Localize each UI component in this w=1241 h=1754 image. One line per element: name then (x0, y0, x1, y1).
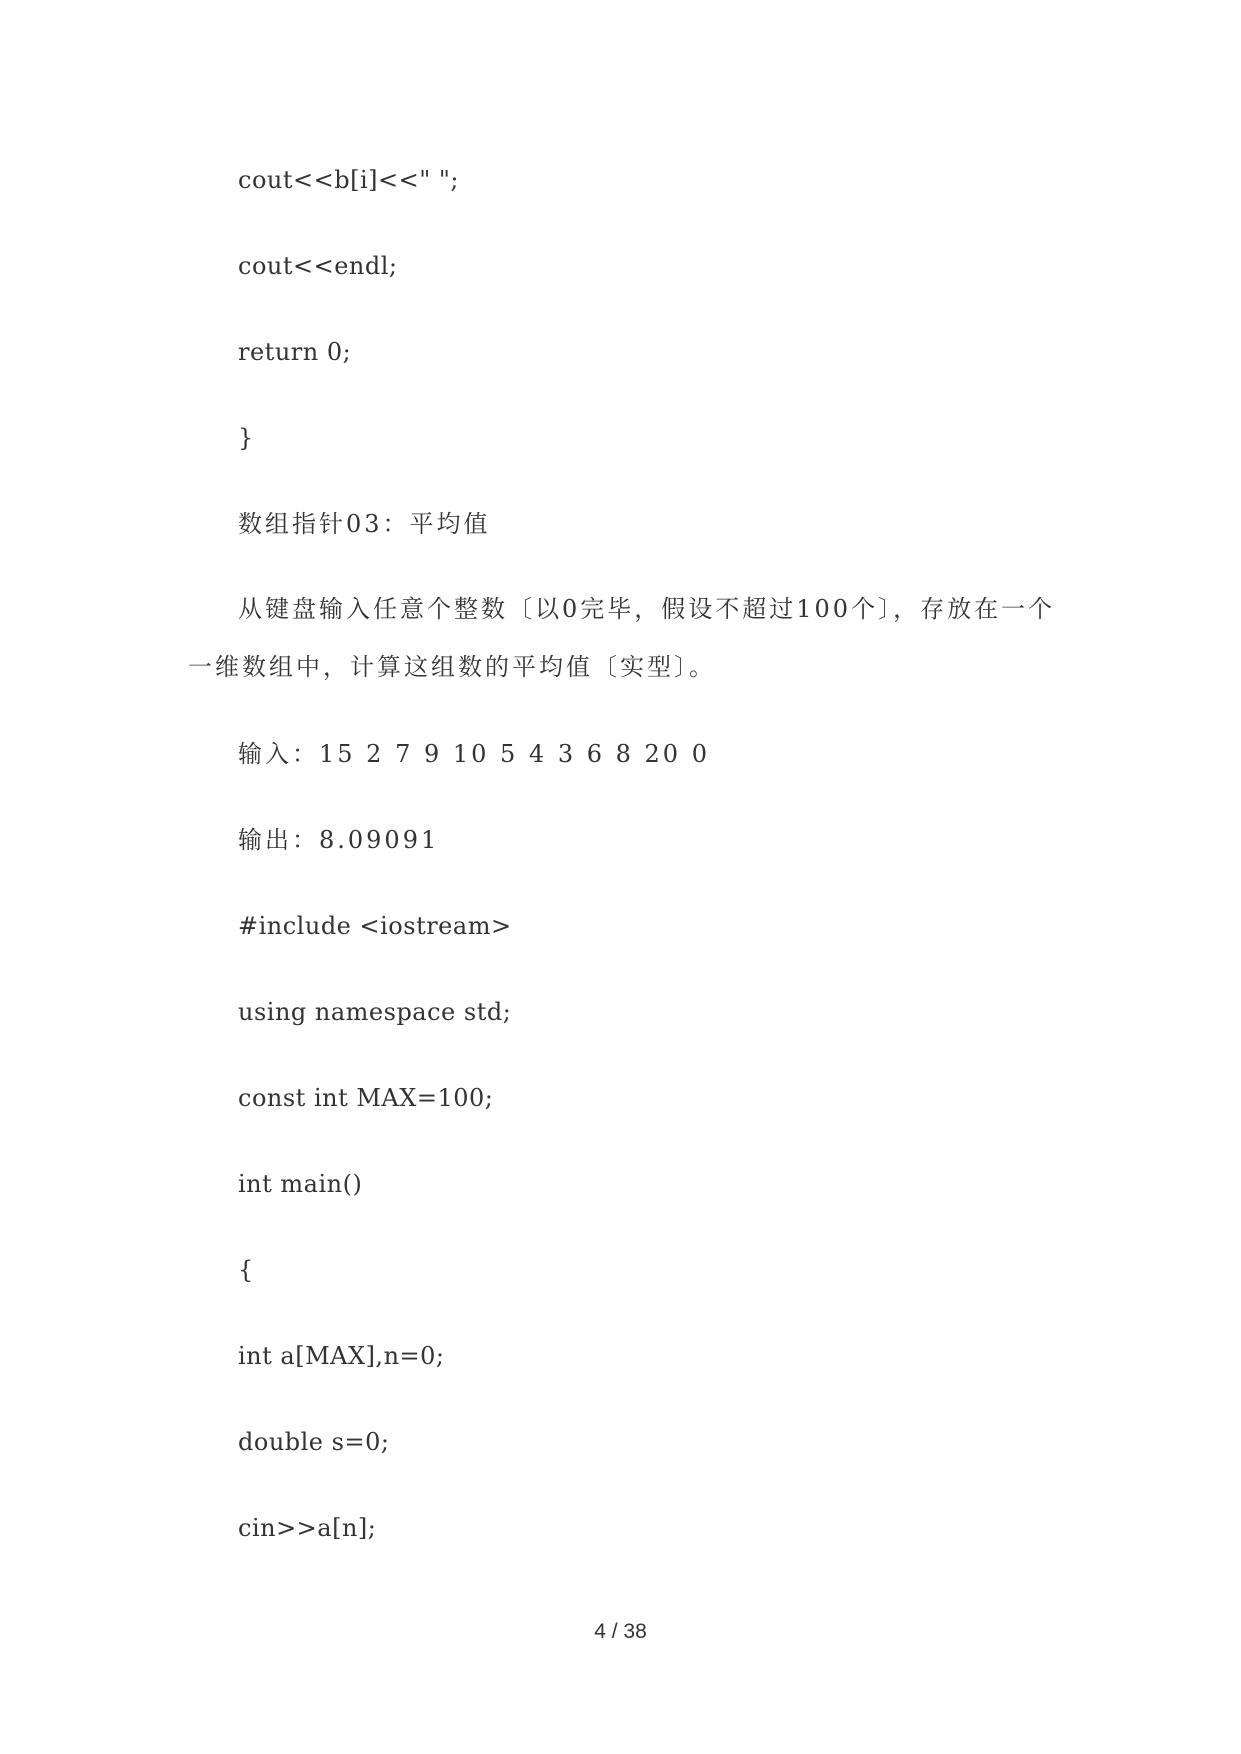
code-line: cin>>a[n]; (238, 1514, 377, 1542)
code-line: const int MAX=100; (238, 1084, 494, 1112)
code-line: int main() (238, 1170, 363, 1198)
code-line: int a[MAX],n=0; (238, 1342, 445, 1370)
sample-input: 输入：15 2 7 9 10 5 4 3 6 8 20 0 (238, 740, 710, 768)
code-line: #include <iostream> (238, 912, 512, 940)
code-line: cout<<b[i]<<" "; (238, 166, 459, 194)
code-line: } (238, 424, 254, 452)
problem-description: 从键盘输入任意个整数〔以0完毕，假设不超过100个〕，存放在一个一维数组中，计算这组数的平均值〔实型〕。 (188, 595, 1056, 681)
code-line: cout<<endl; (238, 252, 398, 280)
page-number: 4 / 38 (594, 1620, 647, 1643)
sample-output: 输出：8.09091 (238, 826, 440, 854)
section-heading: 数组指针03：平均值 (238, 510, 491, 538)
code-line: double s=0; (238, 1428, 390, 1456)
code-line: return 0; (238, 338, 352, 366)
code-line: { (238, 1256, 254, 1284)
code-line: using namespace std; (238, 998, 512, 1026)
